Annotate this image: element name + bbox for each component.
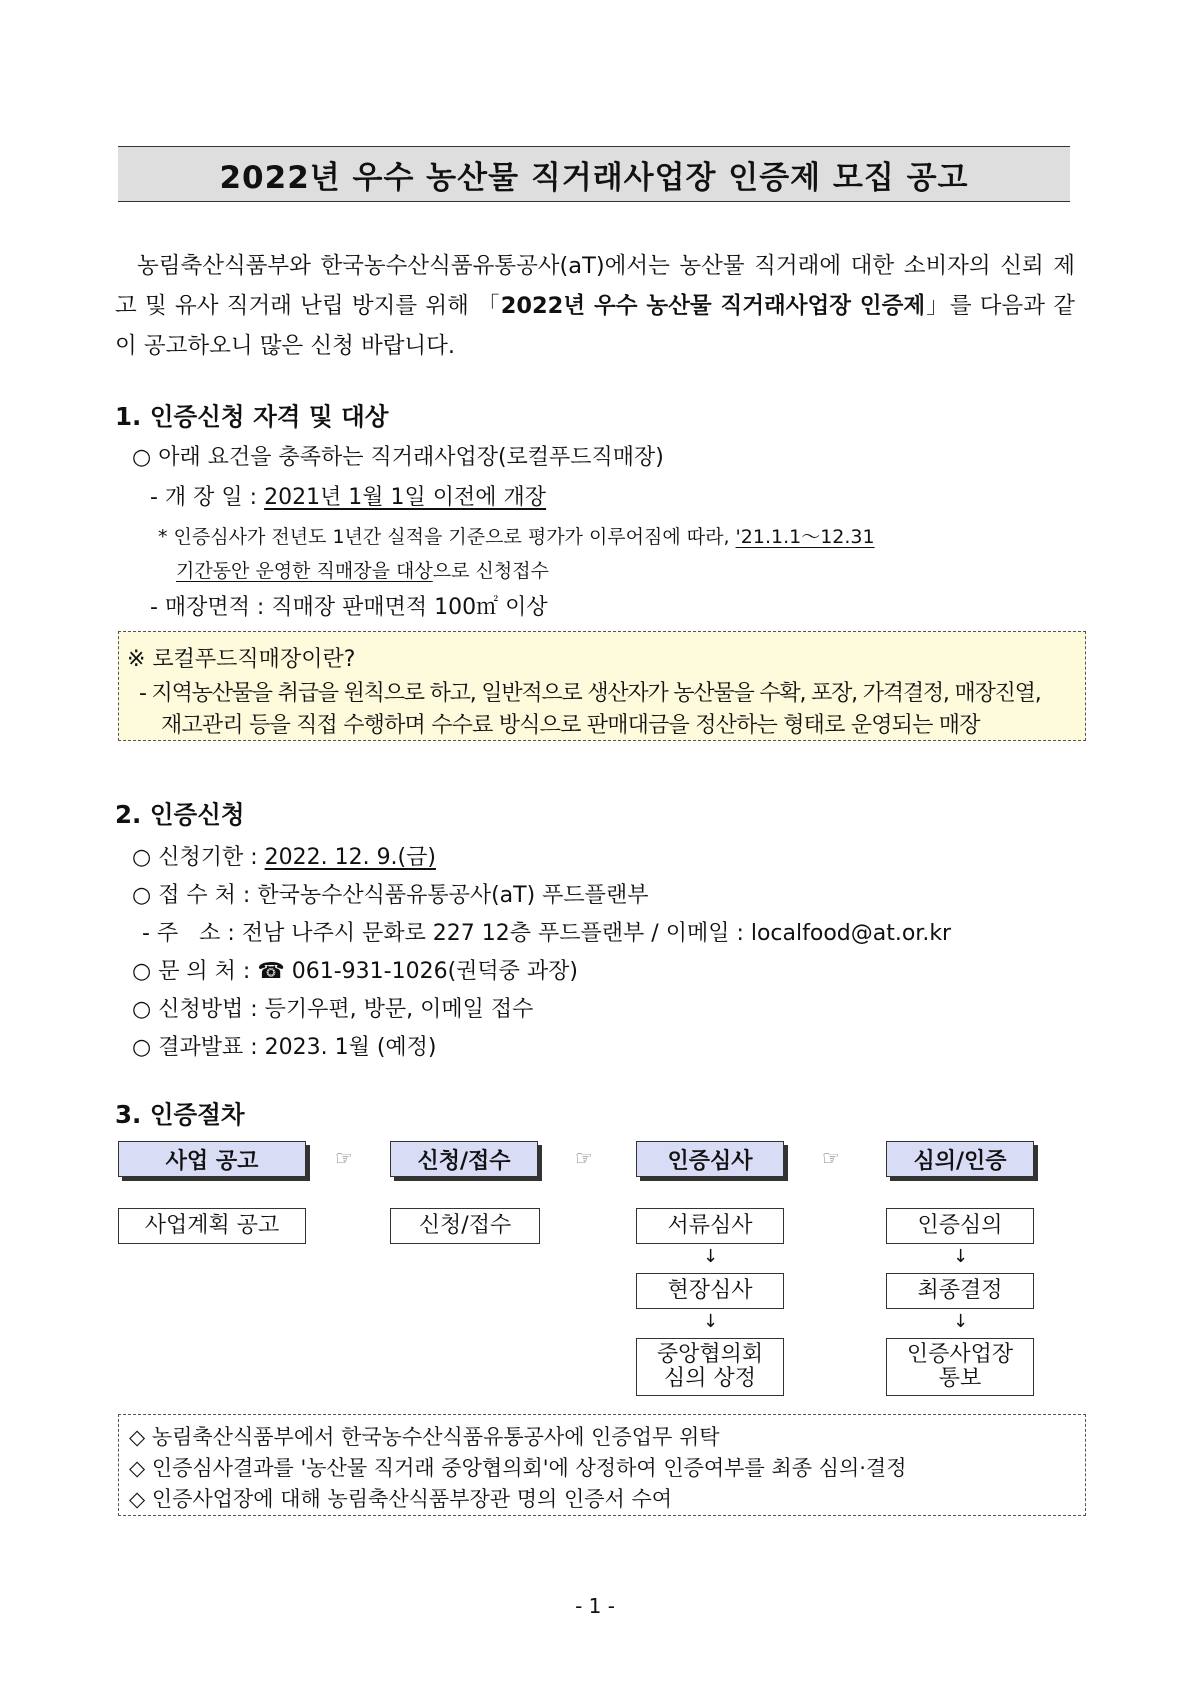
note-item: ◇ 인증사업장에 대해 농림축산식품부장관 명의 인증서 수여: [129, 1487, 673, 1511]
intro-text-1: 농림축산식품부와 한국농수산식품유통공사(aT)에서는 농산물 직거래에 대한 소비자의 신뢰 제고 및 유사 직거래 난립 방지를 위해 「: [115, 253, 1075, 319]
method-line: ○ 신청방법 : 등기우편, 방문, 이메일 접수: [132, 997, 534, 1022]
note-target: 기간동안 운영한 직매장을 대상: [176, 560, 433, 582]
area-line: - 매장면적 : 직매장 판매면적 100㎡ 이상: [150, 595, 548, 620]
deadline-value: 2022. 12. 9.(금): [264, 845, 436, 870]
step-head-apply: 신청/접수: [390, 1141, 538, 1177]
result-line: ○ 결과발표 : 2023. 1월 (예정): [132, 1035, 437, 1060]
step-head-announce: 사업 공고: [118, 1141, 306, 1177]
intro-text-2: 」를 다음과 같이 공고하오니 많은 신청 바랍니다.: [115, 293, 1076, 359]
open-date-label: - 개 장 일 :: [150, 485, 265, 510]
step-head-review: 인증심사: [636, 1141, 784, 1177]
contact-line: ○ 문 의 처 : ☎ 061-931-1026(권덕중 과장): [132, 959, 578, 984]
step-box-deliberation: 인증심의: [886, 1208, 1034, 1244]
section3-heading: 3. 인증절차: [115, 1100, 245, 1129]
step-box-apply: 신청/접수: [390, 1208, 540, 1244]
notify-line-1: 인증사업장: [906, 1342, 1014, 1367]
step-box-doc-review: 서류심사: [636, 1208, 784, 1244]
down-arrow-icon: ↓: [953, 1311, 969, 1332]
down-arrow-icon: ↓: [703, 1246, 719, 1267]
intro-paragraph: [115, 246, 1075, 366]
note-item: ◇ 농림축산식품부에서 한국농수산식품유통공사에 인증업무 위탁: [129, 1425, 720, 1449]
open-date-line: [150, 480, 546, 511]
pointing-hand-icon: ☞: [822, 1146, 840, 1170]
note-period: '21.1.1～12.31: [735, 526, 875, 548]
step-box-plan: 사업계획 공고: [118, 1208, 306, 1244]
pointing-hand-icon: ☞: [335, 1146, 353, 1170]
procedure-notes-box: [118, 1414, 1086, 1516]
notify-line-2: 통보: [938, 1366, 982, 1391]
page-title: 2022년 우수 농산물 직거래사업장 인증제 모집 공고: [118, 146, 1070, 202]
intro-bold: 2022년 우수 농산물 직거래사업장 인증제: [500, 293, 926, 319]
box-line-2: 재고관리 등을 직접 수행하며 수수료 방식으로 판매대금을 정산하는 형태로 운영되는 매장: [161, 713, 980, 738]
step-box-final-decision: 최종결정: [886, 1273, 1034, 1309]
receiver-line: ○ 접 수 처 : 한국농수산식품유통공사(aT) 푸드플랜부: [132, 883, 649, 908]
step-box-notify: [886, 1338, 1034, 1396]
deadline-line: [132, 840, 436, 871]
page-number: - 1 -: [575, 1594, 615, 1618]
localfood-definition-box: [118, 631, 1086, 741]
step-head-certify: 심의/인증: [886, 1141, 1034, 1177]
down-arrow-icon: ↓: [703, 1311, 719, 1332]
down-arrow-icon: ↓: [953, 1246, 969, 1267]
box-line-1: - 지역농산물을 취급을 원칙으로 하고, 일반적으로 생산자가 농산물을 수확, 포장, 가격결정, 매장진열,: [139, 681, 1041, 706]
box-title: ※ 로컬푸드직매장이란?: [127, 647, 356, 672]
section2-heading: 2. 인증신청: [115, 800, 245, 829]
open-date-value: 2021년 1월 1일 이전에 개장: [264, 485, 547, 510]
section1-heading: 1. 인증신청 자격 및 대상: [115, 402, 389, 431]
note-line-1: [158, 522, 875, 549]
address-line: - 주 소 : 전남 나주시 문화로 227 12층 푸드플랜부 / 이메일 : localfood@at.or.kr: [142, 921, 952, 946]
council-line-2: 심의 상정: [663, 1366, 756, 1391]
deadline-label: ○ 신청기한 :: [132, 845, 265, 870]
step-box-site-review: 현장심사: [636, 1273, 784, 1309]
pointing-hand-icon: ☞: [575, 1146, 593, 1170]
note-line-2: [176, 556, 549, 583]
note-prefix: * 인증심사가 전년도 1년간 실적을 기준으로 평가가 이루어짐에 따라,: [158, 526, 736, 548]
council-line-1: 중앙협의회: [656, 1342, 764, 1367]
note-item: ◇ 인증심사결과를 '농산물 직거래 중앙협의회'에 상정하여 인증여부를 최종 심의·결정: [129, 1456, 907, 1480]
note-suffix: 으로 신청접수: [432, 560, 549, 582]
step-box-council: [636, 1338, 784, 1396]
section1-bullet: ○ 아래 요건을 충족하는 직거래사업장(로컬푸드직매장): [132, 445, 664, 470]
